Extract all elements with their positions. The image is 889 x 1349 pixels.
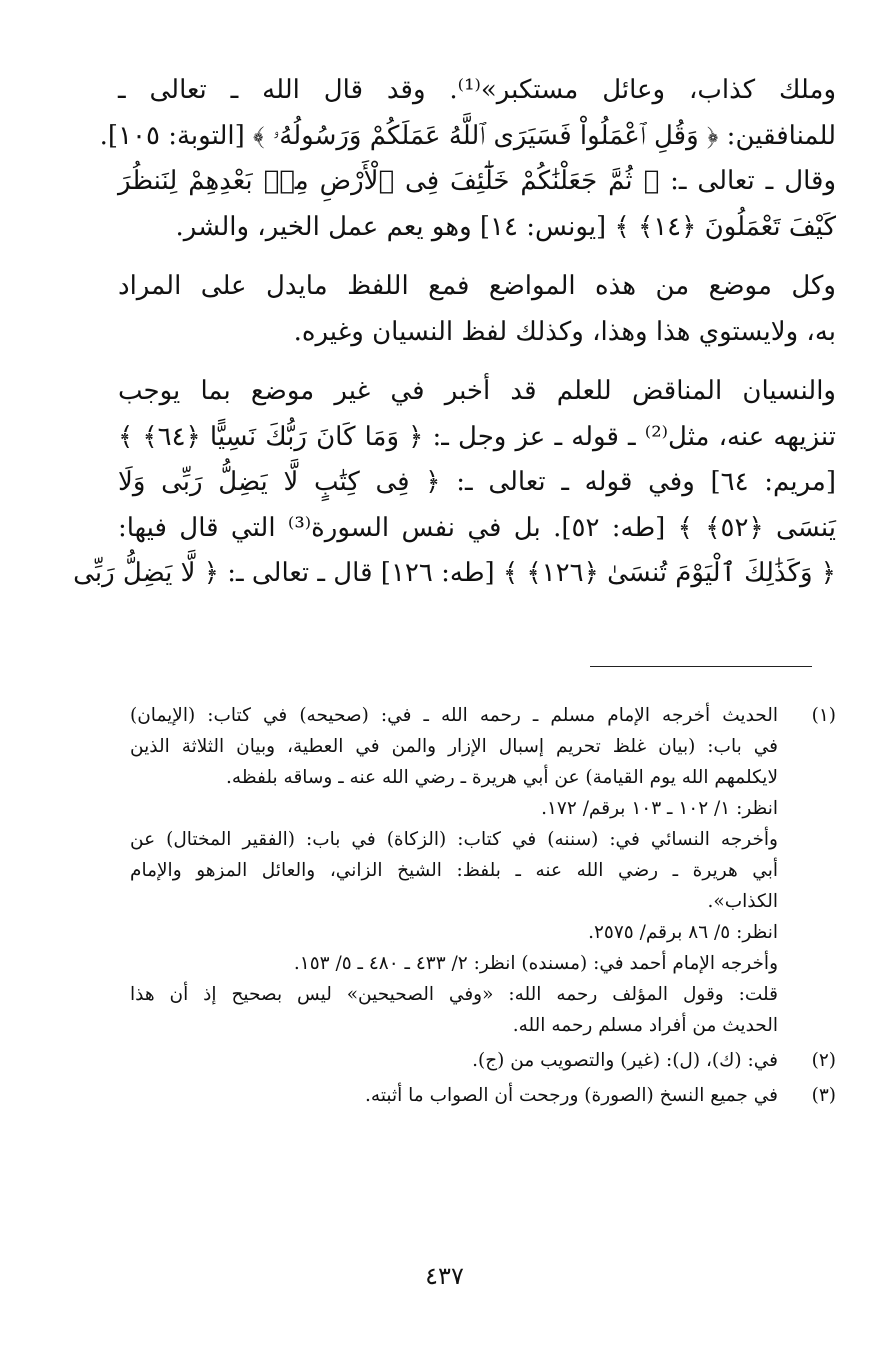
text-line: للمنافقين: ﴿ وَقُلِ ٱعْمَلُواْ فَسَيَرَى ٱللَّهُ عَمَلَكُمْ وَرَسُولُهُۥ ﴾ [التوبة: ١٠٥]. [99,120,836,151]
footnotes [130,700,836,1115]
footnote-separator [590,666,812,667]
footnote-block [130,824,778,917]
footnote-number: (٣) [811,1085,836,1106]
footnote-line: في باب: (بيان غلظ تحريم إسبال الإزار والمن في العطية، وبيان الثلاثة الذين [130,736,778,757]
paragraph-1 [99,68,836,250]
footnote-line: لايكلمهم الله يوم القيامة) عن أبي هريرة ـ رضي الله عنه ـ وساقه بلفظه. [226,767,778,788]
footnote-line: الكذاب». [707,891,778,912]
footnote-number: (١) [811,705,836,726]
footnote-block [130,917,778,948]
text-line: به، ولايستوي هذا وهذا، وكذلك لفظ النسيان وغيره. [293,316,836,347]
main-text [73,68,837,597]
footnote-1 [130,700,836,1041]
text-line: يَنسَى ﴿٥٢﴾ ﴾ [طه: ٥٢]. بل في نفس السورة⁽³⁾ التي قال فيها: [118,512,836,543]
text-line: تنزيهه عنه، مثل⁽²⁾ ـ قوله ـ عز وجل ـ: ﴿ وَمَا كَانَ رَبُّكَ نَسِيًّا ﴿٦٤﴾ ﴾ [118,421,837,452]
footnote-2 [130,1045,836,1076]
footnote-line: انظر: ١/ ١٠٢ ـ ١٠٣ برقم/ ١٧٢. [541,798,778,819]
text-line: [مريم: ٦٤] وفي قوله ـ تعالى ـ: ﴿ فِى كِتَٰبٍ لَّا يَضِلُّ رَبِّى وَلَا [118,467,836,497]
footnote-line: انظر: ٥/ ٨٦ برقم/ ٢٥٧٥. [588,922,778,943]
footnote-line: وأخرجه الإمام أحمد في: (مسنده) انظر: ٢/ ٤٣٣ ـ ٤٨٠ ـ ٥/ ١٥٣. [293,953,778,974]
text-line: ﴿ وَكَذَٰلِكَ ٱلْيَوْمَ تُنسَىٰ ﴿١٢٦﴾ ﴾ [طه: ١٢٦] قال ـ تعالى ـ: ﴿ لَّا يَضِلُّ رَبِّى [73,558,836,588]
footnote-line: وأخرجه النسائي في: (سننه) في كتاب: (الزكاة) في باب: (الفقير المختال) عن [130,829,778,850]
footnote-block [130,700,778,793]
text-line: وملك كذاب، وعائل مستكبر»⁽¹⁾. وقد قال الله ـ تعالى ـ [118,75,836,105]
footnote-line: في: (ك)، (ل): (غير) والتصويب من (ج). [472,1050,778,1071]
footnote-block [130,979,778,1041]
footnote-line: الحديث من أفراد مسلم رحمه الله. [512,1015,778,1036]
footnote-number: (٢) [811,1050,836,1071]
text-line: والنسيان المناقض للعلم قد أخبر في غير موضع بما يوجب [118,376,836,406]
footnote-line: الحديث أخرجه الإمام مسلم ـ رحمه الله ـ في: (صحيحه) في كتاب: (الإيمان) [130,705,778,726]
footnote-line: قلت: وقول المؤلف رحمه الله: «وفي الصحيحين» ليس بصحيح إذ أن هذا [130,984,778,1005]
footnote-line: أبي هريرة ـ رضي الله عنه ـ بلفظ: الشيخ الزاني، والعائل المزهو والإمام [130,860,778,881]
footnote-block [130,793,778,824]
footnote-3 [130,1080,836,1111]
page-number: ٤٣٧ [425,1262,464,1290]
paragraph-2 [118,264,836,355]
footnote-block [130,948,778,979]
text-line: وقال ـ تعالى ـ: ﴿ ثُمَّ جَعَلْنَٰكُمْ خَلَٰٓئِفَ فِى ٱلْأَرْضِ مِنۢ بَعْدِهِمْ لِنَنظُرَ [118,166,836,196]
text-line: كَيْفَ تَعْمَلُونَ ﴿١٤﴾ ﴾ [يونس: ١٤] وهو يعم عمل الخير، والشر. [175,211,836,242]
text-line: وكل موضع من هذه المواضع فمع اللفظ مايدل على المراد [118,271,836,301]
paragraph-3 [73,369,837,597]
footnote-line: في جميع النسخ (الصورة) ورجحت أن الصواب ما أثبته. [365,1085,778,1106]
